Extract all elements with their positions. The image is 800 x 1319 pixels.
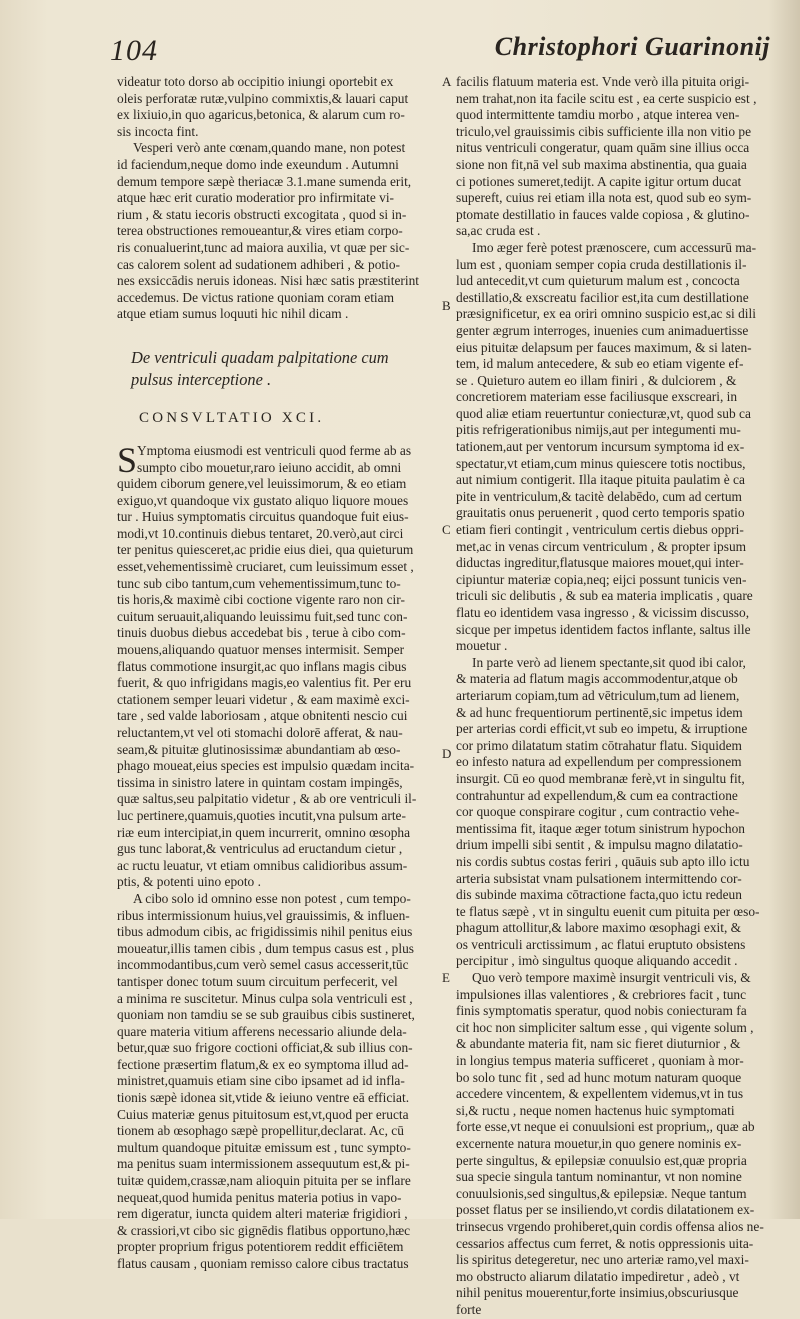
text-line: nihil penitus mouerentur,forte insimius,obscuriusque [456,1285,739,1301]
page-header [110,30,770,74]
text-line: quod aliæ etiam reuertuntur coniecturæ,vt, quod sub ca [456,405,751,421]
text-line: flatus commotione insurgit,ac quo inflans magis cibus [117,658,407,674]
text-line: seam,& pituitæ glutinosissimæ abundantiam ab œso- [117,741,401,757]
left-column [117,74,439,1273]
text-line: A cibo solo id omnino esse non potest , cum tempo- [133,890,411,906]
text-line: flatu eo identidem vasa ingresso , & vicissim discusso, [456,605,750,620]
text-line: triculo,vel grauissimis cibis sufficiente illa non vitio pe [456,123,752,139]
text-line: ter penitus quiesceret,ac pridie eius diei, qua quieturum [117,542,414,558]
text-line: tem, id malum antecedere, & sub eo etiam vigente ef- [456,356,744,372]
text-line: flatus causam , quoniam remisso calore cibus tractatus [117,1256,409,1271]
text-line: etiam fieri contingit , ventriculum certis diebus oppri- [456,522,744,538]
text-line: moueatur,illis tamen cibis , dum tempus casus est , plus [117,940,414,956]
text-line: tantisper donec totum suum circuitum perfecerit, vel [117,973,398,989]
text-line: ctationem semper leuari videtur , & eam maximè exci- [117,691,410,707]
text-line: destillatio,& exscreatu facilior est,ita cum destillatione [456,289,749,305]
text-line: percipitur , imò singultus quoque aliquando accedit . [456,953,738,969]
text-line: quæ saltus,seu palpitatio videtur , & ab ore ventriculi il- [117,791,417,807]
text-line: lis spiritus detegeretur, nec uno arteriæ ramo,vel maxi- [456,1252,749,1268]
text-line: ptis, & potenti uino epoto . [117,874,261,890]
text-line: ministret,quamuis etiam sine cibo ipsamet ad id infla- [117,1073,405,1089]
section-title [131,347,439,391]
text-line: demum tempore sæpè theriacæ 3.1.mane sumenda erit, [117,173,412,189]
text-line: cor primo dilatatum statim cōtrahatur flatu. Siquidem [456,737,742,753]
text-line: id faciendum,neque domo inde exeundum . Autumni [117,156,399,172]
text-line: riæ eum intercipiat,in quem incurrerit, omnino œsopha [117,824,411,840]
paragraph [456,240,778,655]
text-line: tissima in sinistro latere in quintam costam impingēs, [117,774,403,790]
text-line: aut nimium contigerit. Illa itaque pituita paulatim è ca [456,472,745,488]
paragraph [456,970,778,1318]
text-line: incommodantibus,cum verò semel casus accesserit,tūc [117,957,409,973]
margin-letter-d: D [442,746,452,761]
text-line: exiguo,vt quandoque vix gustato aliquo liquore moues [117,492,409,508]
paragraph [456,655,778,970]
text-line: Vesperi verò ante cœnam,quando mane, non potest [133,140,406,156]
text-line: videatur toto dorso ab occipitio iniungi oportebit ex [117,74,394,89]
text-line: nes exsiccādis neruis idoneas. Nisi hæc satis præstiterint [117,273,419,289]
text-line: si,& ructu , neque nomen hactenus huic symptomati [456,1102,735,1118]
text-line: pitis refrigerationibus nimijs,aut per integumenti mu- [456,422,741,438]
text-line: tunc sub cibo tantum,cum vehementissimum,tunc to- [117,575,401,591]
drop-cap: S [117,439,138,480]
text-line: quidem ciborum genere,vel leuissimorum, & eo etiam [117,476,407,492]
text-line: & ad hunc frequentiorum pertinentē,sic impetus idem [456,704,743,720]
margin-letter-a: A [442,74,452,89]
text-line: sicque per impetus identidem factos inflante, saltus ille [456,621,751,637]
text-line: modi,vt 10.continuis diebus tentaret, 20.verò,aut circi [117,525,404,541]
text-line: cuitum seruauit,aliquando leuissimu fuit,sed tunc con- [117,608,408,624]
text-line: lum est , quoniam semper copia cruda destillationis il- [456,256,747,272]
text-line: Cuius materiæ genus pituitosum est,vt,quod per eructa [117,1106,409,1122]
text-line: conuulsionis,sed singultus,& epilepsiæ. Neque tantum [456,1185,747,1201]
text-line: mentissima fit, itaque æger totum sinistrum hypochon [456,820,745,836]
text-line: oleis perforatæ rutæ,vulpino commixtis,& lauari caput [117,90,409,106]
text-line: triculi sic delibutis , & sub ea materia implicatis , quare [456,588,753,604]
text-line: quoniam non tamdiu se se sub grauibus cibis sustineret, [117,1007,415,1023]
text-line: fectione præsertim flatum,& ex eo symptoma illud ad- [117,1056,409,1072]
text-line: met,ac in venas circum ventriculum , & propter ipsum [456,538,747,554]
text-line: cit hoc non simpliciter saltum esse , qui vigente solum , [456,1019,754,1035]
text-line: se . Quieturo autem eo illam finiri , & dulciorem , & [456,372,737,388]
text-line: terea obstructiones remoueantur,& vires etiam corpo- [117,223,403,239]
text-line: sione non fit,nā vel sub maxima abstinentia, qua guaia [456,156,747,172]
text-line: & materia ad flatum magis accommodentur,atque ob [456,671,738,687]
paragraph [117,140,439,323]
text-line: cor quoque conspirare cogitur , cum contractio vehe- [456,804,740,820]
text-line: esset,vehementissimè cruciaret, cum leuissimum esset , [117,559,414,575]
text-line: luc pertinere,quamuis,quoties incutit,vna pulsum arte- [117,807,406,823]
text-line: tur . Huius symptomatis circuitus quandoque fuit eius- [117,509,409,525]
text-line: forte esse,vt neque ei conuulsioni est proprium,, quæ ab [456,1119,755,1135]
text-line: cessarios affectus cum ferret, & notis oppressionis uita- [456,1235,754,1251]
text-line: præsignificetur, ex ea oriri omnino suspicio est,ac si dili [456,306,756,322]
text-line: genter ægrum interroges, inuenies cum animaduertisse [456,322,749,338]
text-line: Quo verò tempore maximè insurgit ventriculi vis, & [472,970,751,986]
text-line: tinuis duobus diebus accedebat bis , terue à cibo com- [117,625,406,641]
margin-letter-e: E [442,970,450,985]
text-line: In parte verò ad lienem spectante,sit quod ibi calor, [472,654,746,670]
text-line: tis horis,& maximè cibi coctione vigente raro non cir- [117,592,405,608]
text-line: grauitatis onus peruenerit , quod certo temporis spatio [456,505,745,521]
text-line: rem digeratur, iuncta quidem alteri materiæ frigidiori , [117,1206,408,1222]
text-line: forte [456,1301,482,1317]
text-line: os ventriculi arctissimum , ac flatui eruptuto obsistens [456,936,746,952]
text-line: sua specie singula tantum nominantur, vt non nomine [456,1169,742,1185]
text-line: dis subinde maxima cōtractione facta,quo ictu redeun [456,887,742,903]
text-line: mouetur . [456,638,508,654]
running-head: Christophori Guarinonij [494,32,770,61]
text-line: concretiorem materiam esse faciliusque exscreari, in [456,389,738,405]
text-line: finis symptomatis speratur, quod nobis coniecturam fa [456,1003,747,1019]
margin-letter-b: B [442,298,451,313]
text-line: ribus intermissionum huius,vel grauissimis, & influen- [117,907,410,923]
text-line: posset flatus per se insiliendo,vt cordis dilatationem ex- [456,1202,755,1218]
text-line: tationem,aut per ventorum incursum symptoma id ex- [456,439,745,455]
text-line: accedemus. De victus ratione quoniam coram etiam [117,289,395,305]
text-line: gus tunc laborat,& ventriculus ad eructandum cietur , [117,841,403,857]
text-line: & crassiori,vt cibo sic gignēdis flatibus opportuno,hæc [117,1222,411,1238]
text-line: contrahuntur ad expellendum,& cum ea contractione [456,787,738,803]
text-line: sa,ac cruda est . [456,223,541,239]
text-line: bo solo tunc fit , sed ad hunc motum naturam quoque [456,1069,742,1085]
text-line: nem trahat,non ita facile scitu est , ea certe suspicio est , [456,90,757,106]
text-line: eius pituitæ delapsum per fauces maximum, & si laten- [456,339,752,355]
text-line: fuerit, & quo infrigidans magis,eo valentius fit. Per eru [117,675,412,691]
text-line: eo infesto natura ad expellendum per compressionem [456,754,742,770]
text-line: atque hæc erit curatio moderatior pro infirmitate vi- [117,190,395,206]
consultatio-heading: CONSVLTATIO XCI. [139,409,325,426]
text-line: cipiuntur materiæ copia,neq; eijci possunt tunicis ven- [456,571,747,587]
text-line: ac ructu leuatur, vt etiam omnibus calidioribus assum- [117,857,408,873]
text-line: tionis sæpè idonea sit,vtide & ieiuno ventre eā efficiat. [117,1090,410,1106]
text-line: trinsecus vrgendo prohiberet,quin cordis offensa alios ne- [456,1218,764,1234]
text-line: Ymptoma eiusmodi est ventriculi quod ferme ab as [137,442,412,458]
text-line: mouens,aliquando quatuor menses intermisit. Semper [117,642,405,658]
margin-letter-c: C [442,522,451,537]
text-line: reluctantem,vt vel oti stomachi dolorē afferat, & nau- [117,725,403,740]
text-line: phago moueat,eius species est impulsio quædam incita- [117,758,415,774]
paragraph [456,74,778,240]
text-line: arteriarum copiam,tum ad vētriculum,tum ad lienem, [456,687,740,703]
text-line: Imo æger ferè potest prænoscere, cum accessurū ma- [472,239,757,255]
text-line: spectatur,vt etiam,cum minus quiescere totis noctibus, [456,455,746,471]
text-line: phagum attollitur,& labore maximo œsophagi exit, & [456,920,742,936]
text-line: sis incocta fint. [117,123,199,139]
text-line: a minima re suscitetur. Minus culpa sola ventriculi est , [117,990,413,1006]
text-line: atque etiam sumus loquuti hic nihil dicam . [117,306,349,322]
text-line: propter proprium frigus potentiorem reddit efficiētem [117,1239,404,1255]
text-line: nis cordis subtus costas feriri , quāuis sub apto illo ictu [456,853,750,869]
text-line: te flatus sæpè , vt in singultu euenit cum pituita per œso- [456,903,760,919]
paragraph [117,891,439,1273]
text-line: sumpto cibo mouetur,raro ieiuno accidit, ab omni [137,459,402,475]
text-line: ma penitus suam intermissionem assequutum est,& pi- [117,1156,410,1172]
text-line: ptomate destillatio in fauces valde copiosa , & glutino- [456,206,750,222]
page-number: 104 [110,34,158,67]
text-line: ris conualuerint,tunc ad maiora auxilia, vt quæ per sic- [117,239,410,255]
text-line: in longius tempus materia sufficeret , quoniam à mor- [456,1053,744,1069]
text-line: tuitæ quidem,crassæ,nam alioquin pituita per se inflare [117,1173,411,1189]
text-line: mo obstructo aliarum dilatatio impediretur , adeò , vt [456,1268,740,1284]
paragraph [117,74,439,140]
text-line: supereft, cuius rei etiam illa nota est, quod sub eo sym- [456,190,752,206]
text-line: nequeat,quod humida penitus materia potius in vapo- [117,1189,402,1205]
text-line: De ventriculi quadam palpitatione cum [131,347,389,367]
text-line: ex lixiuio,in quo agaricus,betonica, & alarum cum ro- [117,107,405,123]
text-line: nitus ventriculi congeratur, quam quām sine illius occa [456,140,750,156]
text-line: pite in ventriculum,& tacitè delabēdo, cum ad certum [456,488,742,504]
text-line: quod intermittente tamdiu morbo , atque interea ven- [456,107,740,123]
opening-paragraph [117,439,439,480]
paragraph [117,439,439,480]
text-line: arteria subsistat vnam pulsationem intermittendo cor- [456,870,742,886]
text-line: diductas ingreditur,flatusque maiores mouet,qui inter- [456,555,744,571]
text-line: pulsus interceptione . [131,369,272,389]
text-line: lud antecedit,vt cum quieturum malum est , concocta [456,273,740,289]
text-line: drium impelli sibi sentit , & impulsu magno dilatatio- [456,837,743,853]
text-line: rium , & statu iecoris obstructi excogitata , quod si in- [117,206,407,222]
text-line: perte singultus, & epilepsiæ conuulsio est,quæ propria [456,1152,747,1168]
text-line: tare , sed valde laboriosam , atque obnitenti nescio cui [117,708,408,724]
text-line: & abundante materia fit, nam sic fieret diuturnior , & [456,1036,741,1052]
text-line: tibus admodum cibis, ac frigidissimis nihil penitus eius [117,924,413,940]
right-column [456,74,778,1319]
text-line: facilis flatuum materia est. Vnde verò illa pituita origi- [456,74,750,89]
text-line: per arterias cordi efficit,vt sub eo impetu, & irruptione [456,721,748,737]
text-line: betur,quæ suo frigore coctioni officiat,& sub illius con- [117,1040,413,1056]
text-line: accedere vincentem, & expellentem videmus,vt in tus [456,1086,744,1102]
text-line: insurgit. Cū eo quod membranæ ferè,vt in singultu fit, [456,770,745,786]
text-line: ci potiones sumeret,tedijt. A capite igitur ortum ducat [456,173,742,189]
text-line: quare materia vitium afferens necessario aliunde dela- [117,1023,407,1039]
text-line: excernente natura mouetur,in quo genere nominis ex- [456,1136,742,1151]
text-line: multum quandoque pituitæ emissum est , tunc sympto- [117,1139,411,1155]
text-line: cas calorem solent ad sudationem adhiberi , & potio- [117,256,400,272]
text-line: impulsiones illas valentiores , & crebriores facit , tunc [456,986,747,1002]
paragraph [117,476,439,891]
text-line: tionem ab œsophago sæpè propellitur,declarat. Ac, cū [117,1123,404,1139]
